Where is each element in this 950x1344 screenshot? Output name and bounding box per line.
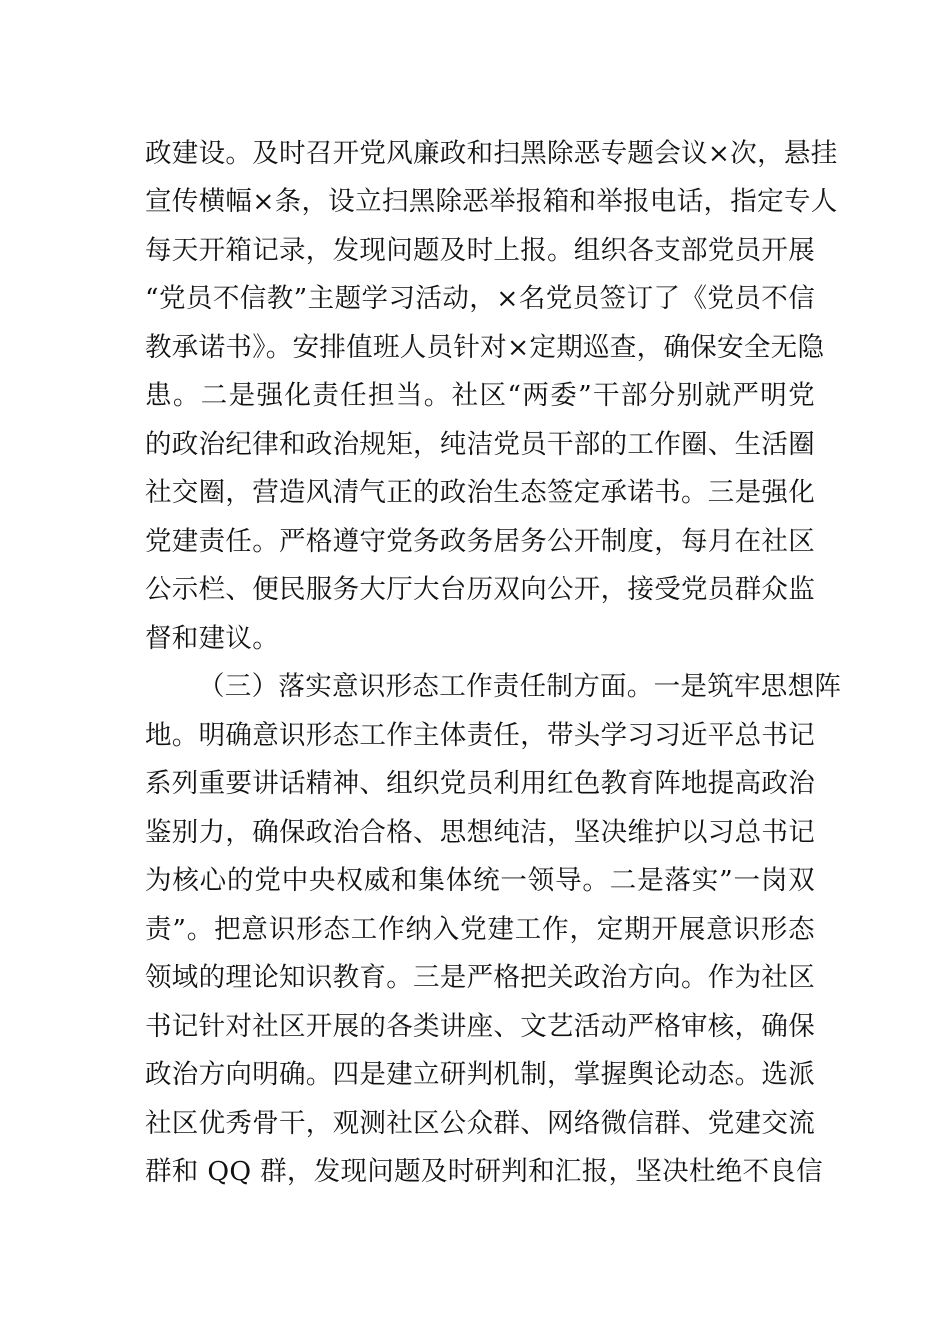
text-line: 书记针对社区开展的各类讲座、文艺活动严格审核，确保 bbox=[145, 1011, 815, 1042]
text-line: 社交圈，营造风清气正的政治生态签定承诺书。三是强化 bbox=[145, 477, 815, 508]
text-line: 教承诺书》。安排值班人员针对×定期巡查，确保安全无隐 bbox=[145, 332, 825, 363]
text-line: 政建设。及时召开党风廉政和扫黑除恶专题会议×次，悬挂 bbox=[145, 138, 838, 169]
text-line: 公示栏、便民服务大厅大台历双向公开，接受党员群众监 bbox=[145, 574, 815, 605]
text-line: “党员不信教”主题学习活动，×名党员签订了《党员不信 bbox=[145, 283, 815, 314]
text-line: 为核心的党中央权威和集体统一领导。二是落实”一岗双 bbox=[145, 865, 815, 896]
text-line: 督和建议。 bbox=[145, 623, 279, 654]
text-line: 系列重要讲话精神、组织党员利用红色教育阵地提高政治 bbox=[145, 768, 815, 799]
text-line: 领域的理论知识教育。三是严格把关政治方向。作为社区 bbox=[145, 962, 815, 993]
text-line: 宣传横幅×条，设立扫黑除恶举报箱和举报电话，指定专人 bbox=[145, 186, 838, 217]
text-line: 社区优秀骨干，观测社区公众群、网络微信群、党建交流 bbox=[145, 1108, 815, 1139]
text-line: 的政治纪律和政治规矩，纯洁党员干部的工作圈、生活圈 bbox=[145, 429, 815, 460]
text-line: 鉴别力，确保政治合格、思想纯洁，坚决维护以习总书记 bbox=[145, 817, 815, 848]
text-line: 责”。把意识形态工作纳入党建工作，定期开展意识形态 bbox=[145, 914, 815, 945]
text-line: 患。二是强化责任担当。社区“两委”干部分别就严明党 bbox=[145, 380, 815, 411]
paragraph-first-line: （三）落实意识形态工作责任制方面。一是筑牢思想阵 bbox=[198, 671, 842, 702]
text-line: 地。明确意识形态工作主体责任，带头学习习近平总书记 bbox=[145, 720, 815, 751]
text-line: 每天开箱记录，发现问题及时上报。组织各支部党员开展 bbox=[145, 235, 815, 266]
text-line: 政治方向明确。四是建立研判机制，掌握舆论动态。选派 bbox=[145, 1059, 815, 1090]
text-line: 群和 QQ 群，发现问题及时研判和汇报，坚决杜绝不良信 bbox=[145, 1156, 823, 1187]
text-line: 党建责任。严格遵守党务政务居务公开制度，每月在社区 bbox=[145, 526, 815, 557]
